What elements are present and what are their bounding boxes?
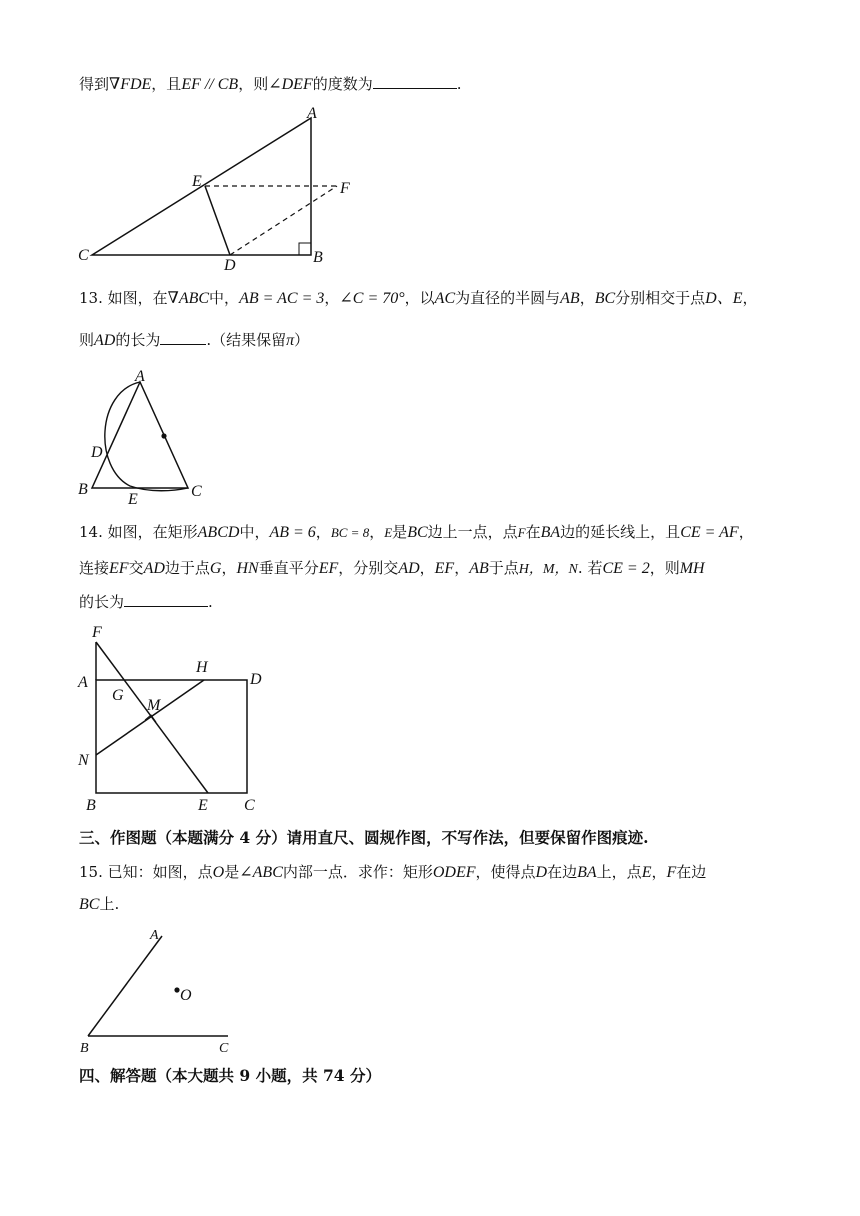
- q14-text: ，: [315, 523, 331, 541]
- figure-q14: [74, 620, 284, 816]
- q13-text: 的长为: [115, 331, 161, 349]
- label-g: G: [112, 687, 124, 704]
- q14-number: 14.: [79, 523, 103, 541]
- q14-text: ，: [738, 523, 754, 541]
- q14-line1: [79, 522, 754, 543]
- q14-bc: BC: [407, 524, 428, 541]
- q14-answer-blank[interactable]: [124, 594, 208, 607]
- q14-eq-ce-af: CE = AF: [680, 524, 739, 541]
- q12-angle: ∠DEF: [268, 76, 313, 93]
- q13-line2: [79, 330, 309, 351]
- q14-ba: BA: [540, 524, 561, 541]
- q13-text: 如图，在: [107, 289, 168, 307]
- q14-text: ，则: [649, 559, 680, 577]
- q13-text: ，: [324, 289, 340, 307]
- segment-df-dashed: [230, 186, 337, 255]
- q12-text: 的度数为: [312, 75, 373, 93]
- q15-text: 已知：如图，点: [107, 863, 213, 881]
- q15-text: 内部一点．求作：矩形: [282, 863, 433, 881]
- q14-text: . 若: [577, 559, 603, 577]
- q14-text: 在: [525, 523, 541, 541]
- q13-eq-angle: ∠C = 70°: [339, 290, 405, 307]
- q14-text: 垂直平分: [258, 559, 319, 577]
- figure-q15: [74, 924, 264, 1058]
- q14-text: 边上一点，点: [427, 523, 518, 541]
- q14-hn: HN: [236, 560, 259, 577]
- q12-answer-blank[interactable]: [373, 76, 457, 89]
- q14-text: ，: [419, 559, 435, 577]
- q14-ab: AB: [469, 560, 489, 577]
- q14-text: 边于点: [164, 559, 210, 577]
- q14-text: ，分别交: [338, 559, 399, 577]
- q15-line2: [79, 894, 119, 915]
- q14-text: 于点: [488, 559, 519, 577]
- q14-line2: [79, 558, 705, 580]
- segment-fe: [96, 642, 208, 793]
- label-c: C: [219, 1041, 229, 1056]
- label-b: B: [80, 1041, 89, 1056]
- q15-point-o: O: [212, 864, 225, 881]
- q15-text: 在边: [676, 863, 707, 881]
- q15-line1: [79, 862, 706, 883]
- label-n: N: [78, 752, 89, 769]
- q12-text: 得到: [79, 75, 110, 93]
- point-o-dot: [174, 987, 179, 992]
- q13-answer-blank[interactable]: [160, 332, 206, 345]
- q15-point-d: D: [535, 864, 548, 881]
- q13-line1: [79, 288, 758, 309]
- ray-ba: [88, 936, 162, 1036]
- label-e: E: [128, 491, 138, 508]
- label-c: C: [244, 797, 255, 814]
- q12-text: .: [456, 75, 462, 93]
- q14-text: .: [208, 593, 213, 611]
- q13-text: ）: [294, 331, 310, 349]
- q13-text: ，: [742, 289, 758, 307]
- q13-bc: BC: [594, 290, 616, 307]
- q15-text: 上.: [99, 895, 120, 913]
- triangle-abc: [92, 382, 188, 488]
- label-d: D: [250, 671, 262, 688]
- q15-point-e: E: [641, 864, 652, 881]
- q14-text: 交: [128, 559, 144, 577]
- q14-ef: EF: [318, 560, 339, 577]
- q15-angle: ∠ABC: [239, 864, 283, 881]
- q13-number: 13.: [79, 289, 103, 307]
- right-angle-mark: [299, 243, 311, 255]
- q13-text: 为直径的半圆与: [455, 289, 561, 307]
- q14-mh: MH: [679, 560, 705, 577]
- q13-points: D、E: [705, 290, 743, 307]
- q15-text: ，使得点: [475, 863, 536, 881]
- segment-ed: [205, 186, 230, 255]
- q15-rect: ODEF: [432, 864, 476, 881]
- q13-ac: AC: [434, 290, 456, 307]
- label-f: F: [92, 624, 102, 641]
- q13-ab: AB: [560, 290, 580, 307]
- q13-text: .（结果保留: [206, 331, 287, 349]
- label-e: E: [192, 173, 202, 190]
- label-o: O: [180, 987, 192, 1004]
- q14-text: 的长为: [79, 593, 125, 611]
- q14-point-e: E: [384, 525, 393, 540]
- label-a: A: [307, 105, 317, 122]
- q14-text: 连接: [79, 559, 110, 577]
- q14-ad: AD: [398, 560, 420, 577]
- q14-line3: [79, 592, 213, 612]
- label-b: B: [78, 481, 88, 498]
- q15-text: 上，点: [596, 863, 642, 881]
- q14-text: 边的延长线上，且: [560, 523, 681, 541]
- q14-eq-bc: BC = 8: [330, 525, 370, 540]
- q14-rect: ABCD: [197, 524, 240, 541]
- q14-ad: AD: [143, 560, 165, 577]
- q15-text: 是: [224, 863, 240, 881]
- section3-heading: 三、作图题（本题满分 4 分）请用直尺、圆规作图，不写作法，但要保留作图痕迹.: [79, 828, 649, 847]
- section4-heading: 四、解答题（本大题共 9 小题，共 74 分）: [79, 1066, 381, 1085]
- q15-number: 15.: [79, 863, 103, 881]
- q14-ef: EF: [434, 560, 455, 577]
- q15-point-f: F: [666, 864, 677, 881]
- q14-text: 如图，在矩形: [107, 523, 198, 541]
- q13-text: ，: [579, 289, 595, 307]
- label-c: C: [191, 483, 202, 500]
- label-h: H: [196, 659, 208, 676]
- q12-text-line: [79, 74, 462, 95]
- label-b: B: [86, 797, 96, 814]
- q14-points-hmn: H，M，N: [518, 562, 578, 577]
- label-m: M: [147, 697, 161, 714]
- figure-q13: [74, 366, 214, 506]
- q13-triangle: ∇ABC: [167, 290, 210, 307]
- q14-text: 是: [392, 523, 408, 541]
- q13-arc-ad: AD: [94, 332, 116, 349]
- q13-text: 则: [79, 331, 95, 349]
- q12-text: ，则: [238, 75, 269, 93]
- q13-eq-sides: AB = AC = 3: [239, 290, 325, 307]
- q13-text: 中，: [209, 289, 240, 307]
- q15-ba: BA: [577, 864, 597, 881]
- q12-text: ，且: [151, 75, 182, 93]
- q14-text: 中，: [239, 523, 270, 541]
- q15-text: ，: [651, 863, 667, 881]
- q14-eq-ce: CE = 2: [602, 560, 650, 577]
- q14-text: ，: [454, 559, 470, 577]
- label-a: A: [135, 368, 145, 385]
- label-a: A: [150, 928, 159, 943]
- q12-triangle: ∇FDE: [109, 76, 152, 93]
- q14-eq-ab: AB = 6: [269, 524, 316, 541]
- figure-q12: [70, 100, 370, 274]
- q13-text: ，以: [404, 289, 435, 307]
- q14-point-f: F: [517, 525, 526, 540]
- semicircle-arc: [105, 382, 188, 491]
- q14-text: ，: [369, 523, 385, 541]
- label-d: D: [91, 444, 103, 461]
- label-d: D: [224, 257, 236, 274]
- label-b: B: [313, 249, 323, 266]
- q14-point-g: G: [209, 560, 222, 577]
- q15-text: 在边: [547, 863, 578, 881]
- label-a: A: [78, 674, 88, 691]
- label-c: C: [78, 247, 89, 264]
- q14-text: ，: [221, 559, 237, 577]
- q14-ef: EF: [109, 560, 129, 577]
- q12-condition: EF // CB: [181, 76, 239, 93]
- label-f: F: [340, 180, 350, 197]
- q13-pi: π: [286, 332, 295, 349]
- q13-text: 分别相交于点: [615, 289, 706, 307]
- center-dot: [161, 433, 166, 438]
- q15-bc: BC: [79, 896, 100, 913]
- label-e: E: [198, 797, 208, 814]
